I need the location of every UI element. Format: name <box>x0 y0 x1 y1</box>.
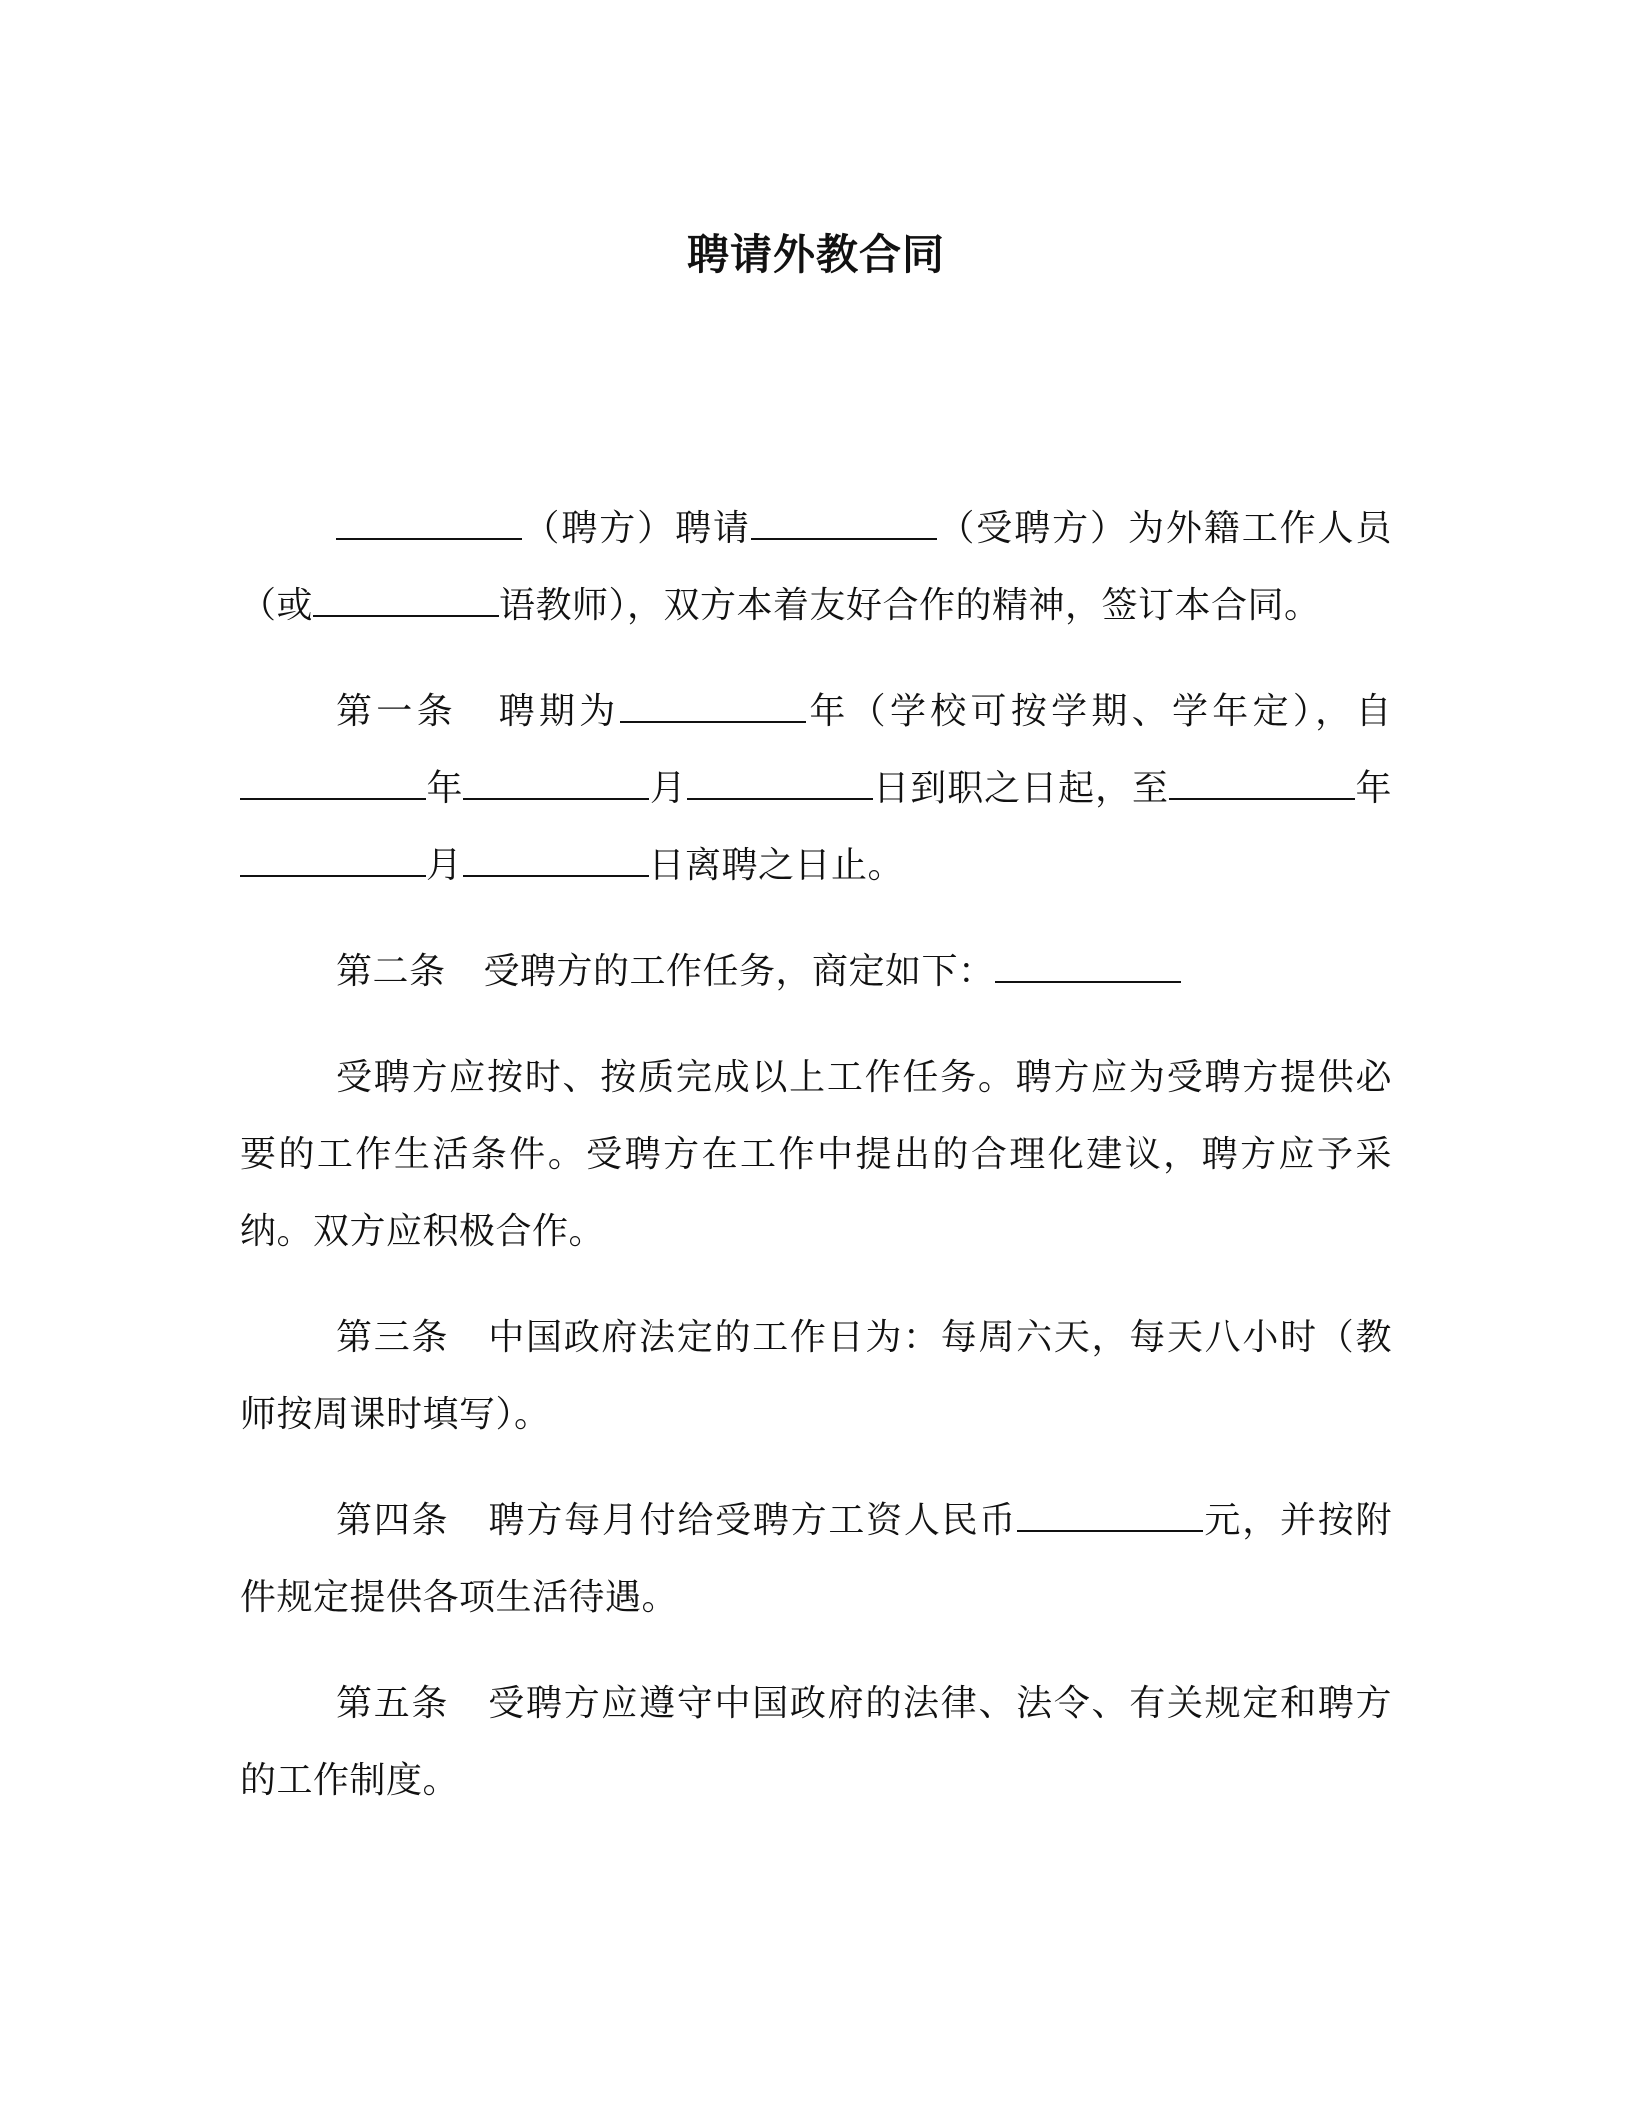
article-1-text-1: 聘期为 <box>494 691 620 732</box>
article-5-text: 受聘方应遵守中国政府的法律、法令、有关规定和聘方的工作制度。 <box>240 1683 1392 1801</box>
article-4-text-2: 元，并按附件规定提供各项生活待遇。 <box>240 1500 1392 1618</box>
intro-text-2: （受聘方）为外籍工作人员（或 <box>240 508 1392 626</box>
article-2-detail: 受聘方应按时、按质完成以上工作任务。聘方应为受聘方提供必要的工作生活条件。受聘方在工作中提出的合理化建议，聘方应予采纳。双方应积极合作。 <box>240 1057 1392 1252</box>
intro-paragraph <box>240 490 1392 644</box>
article-5-label: 第五条 <box>336 1683 450 1724</box>
blank-employer[interactable] <box>336 508 522 540</box>
blank-salary[interactable] <box>1017 1500 1203 1532</box>
article-1-text-2: 年（学校可按学期、学年定），自 <box>805 691 1392 732</box>
blank-end-month[interactable] <box>240 845 426 877</box>
article-1-text-5: 日到职之日起，至 <box>872 768 1169 809</box>
article-2 <box>240 933 1392 1010</box>
article-1 <box>240 673 1392 904</box>
blank-language[interactable] <box>313 585 499 617</box>
blank-end-day[interactable] <box>463 845 649 877</box>
blank-term-years[interactable] <box>620 691 806 723</box>
article-2-text-1: 受聘方的工作任务，商定如下： <box>483 951 995 992</box>
article-2-label: 第二条 <box>336 951 446 992</box>
article-3 <box>240 1299 1392 1453</box>
intro-text-1: （聘方）聘请 <box>522 508 751 549</box>
blank-end-year[interactable] <box>1169 768 1355 800</box>
article-1-label: 第一条 <box>336 691 457 732</box>
article-5 <box>240 1665 1392 1819</box>
document-body <box>240 490 1392 1848</box>
article-4-text-1: 聘方每月付给受聘方工资人民币 <box>487 1500 1018 1541</box>
blank-start-year[interactable] <box>240 768 426 800</box>
article-1-text-4: 月 <box>649 768 687 809</box>
article-3-label: 第三条 <box>336 1317 450 1358</box>
article-1-text-6: 年 <box>1354 768 1392 809</box>
blank-start-day[interactable] <box>687 768 873 800</box>
blank-start-month[interactable] <box>463 768 649 800</box>
intro-text-3: 语教师），双方本着友好合作的精神，签订本合同。 <box>499 585 1321 626</box>
article-1-text-3: 年 <box>426 768 464 809</box>
article-4-label: 第四条 <box>336 1500 450 1541</box>
document-title: 聘请外教合同 <box>686 230 945 279</box>
blank-work-tasks[interactable] <box>995 951 1181 983</box>
article-3-text: 中国政府法定的工作日为：每周六天，每天八小时（教师按周课时填写）。 <box>240 1317 1392 1435</box>
blank-employee[interactable] <box>751 508 937 540</box>
article-1-text-8: 日离聘之日止。 <box>648 845 905 886</box>
article-4 <box>240 1482 1392 1636</box>
article-1-text-7: 月 <box>426 845 463 886</box>
